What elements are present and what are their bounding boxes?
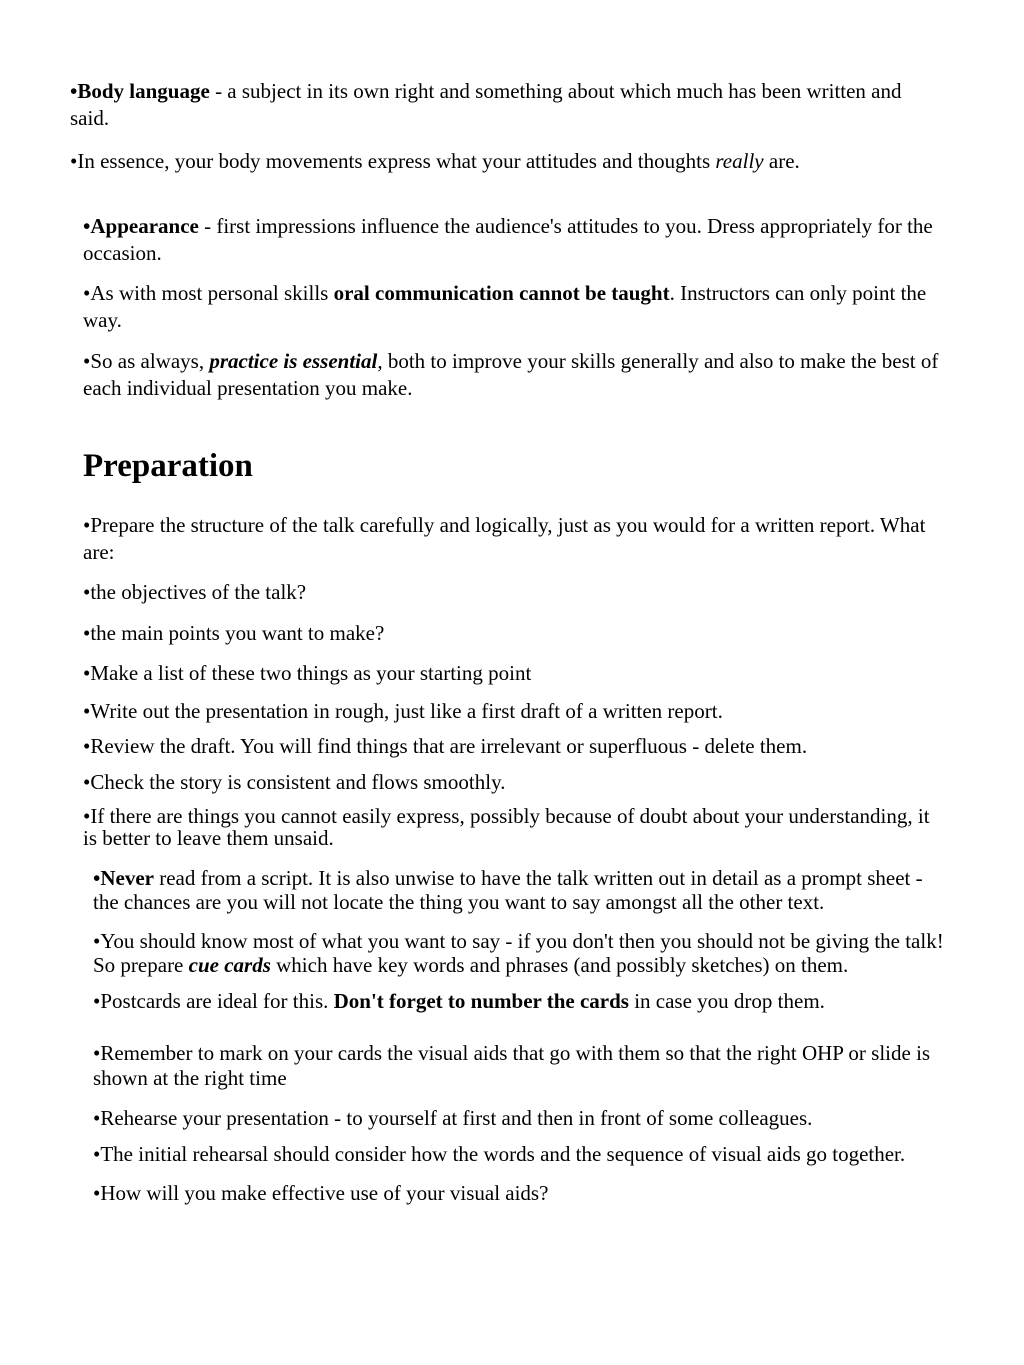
text-run: •You should know most of what you want to say - if you don't then you should not be giving the talk! So prepare: [93, 929, 944, 977]
text-run: in case you drop them.: [628, 989, 825, 1013]
text-run: •Write out the presentation in rough, just like a first draft of a written report.: [83, 699, 723, 723]
bullet-paragraph: [83, 512, 944, 566]
text-run: really: [715, 149, 764, 173]
text-run: •Never: [93, 866, 154, 890]
text-run: which have key words and phrases (and possibly sketches) on them.: [270, 953, 849, 977]
bullet-paragraph: [93, 1106, 944, 1131]
text-run: , both to improve your skills generally and also to make the best of each individual presentation you make.: [83, 349, 939, 400]
bullet-paragraph: [83, 733, 944, 760]
bullet-paragraph: [70, 78, 944, 132]
text-run: •Postcards are ideal for this.: [93, 989, 334, 1013]
bullet-paragraph: [83, 579, 944, 606]
text-run: Don't forget to number the cards: [333, 989, 629, 1013]
bullet-paragraph: [93, 1041, 944, 1091]
text-run: •Rehearse your presentation - to yourself at first and then in front of some colleagues.: [93, 1106, 813, 1130]
text-run: •If there are things you cannot easily express, possibly because of doubt about your understanding, it is better to leave them unsaid.: [83, 804, 930, 850]
text-run: •Body language: [70, 79, 210, 103]
bullet-paragraph: [93, 1180, 944, 1206]
text-run: •the objectives of the talk?: [83, 580, 307, 604]
bullet-paragraph: [83, 805, 944, 849]
text-run: •Make a list of these two things as your starting point: [83, 661, 532, 685]
text-run: •So as always,: [83, 349, 210, 373]
text-run: read from a script. It is also unwise to have the talk written out in detail as a prompt sheet - the chances are you will not locate the thing you want to say amongst all the other text.: [93, 866, 923, 914]
text-run: •Appearance: [83, 214, 199, 238]
text-run: cue cards: [188, 953, 271, 977]
text-run: •the main points you want to make?: [83, 621, 385, 645]
text-run: •How will you make effective use of your visual aids?: [93, 1181, 549, 1205]
text-run: •As with most personal skills: [83, 281, 334, 305]
bullet-paragraph: [83, 698, 944, 725]
bullet-paragraph: [93, 866, 944, 914]
text-run: oral communication cannot be taught: [333, 281, 670, 305]
bullet-paragraph: [83, 280, 944, 334]
text-run: •Check the story is consistent and flows smoothly.: [83, 770, 506, 794]
bullet-paragraph: [83, 213, 944, 267]
bullet-paragraph: [93, 989, 944, 1014]
text-run: - a subject in its own right and something about which much has been written and said.: [70, 79, 902, 130]
bullet-paragraph: [83, 769, 944, 796]
text-run: •In essence, your body movements express what your attitudes and thoughts: [70, 149, 716, 173]
section-heading: Preparation: [83, 448, 253, 484]
text-run: - first impressions influence the audience's attitudes to you. Dress appropriately for the occasion.: [83, 214, 933, 265]
bullet-paragraph: [70, 148, 944, 175]
text-run: •Prepare the structure of the talk carefully and logically, just as you would for a written report. What are:: [83, 513, 926, 564]
text-run: practice is essential: [209, 349, 378, 373]
bullet-paragraph: [83, 660, 944, 687]
text-run: are.: [763, 149, 800, 173]
text-run: •Remember to mark on your cards the visual aids that go with them so that the right OHP or slide is shown at the right time: [93, 1041, 931, 1090]
text-run: •Review the draft. You will find things that are irrelevant or superfluous - delete them.: [83, 734, 808, 758]
bullet-paragraph: [93, 1141, 944, 1167]
bullet-paragraph: [93, 929, 944, 977]
bullet-paragraph: [83, 348, 944, 402]
text-run: •The initial rehearsal should consider how the words and the sequence of visual aids go together.: [93, 1142, 906, 1166]
text-run: . Instructors can only point the way.: [83, 281, 927, 332]
bullet-paragraph: [83, 620, 944, 647]
